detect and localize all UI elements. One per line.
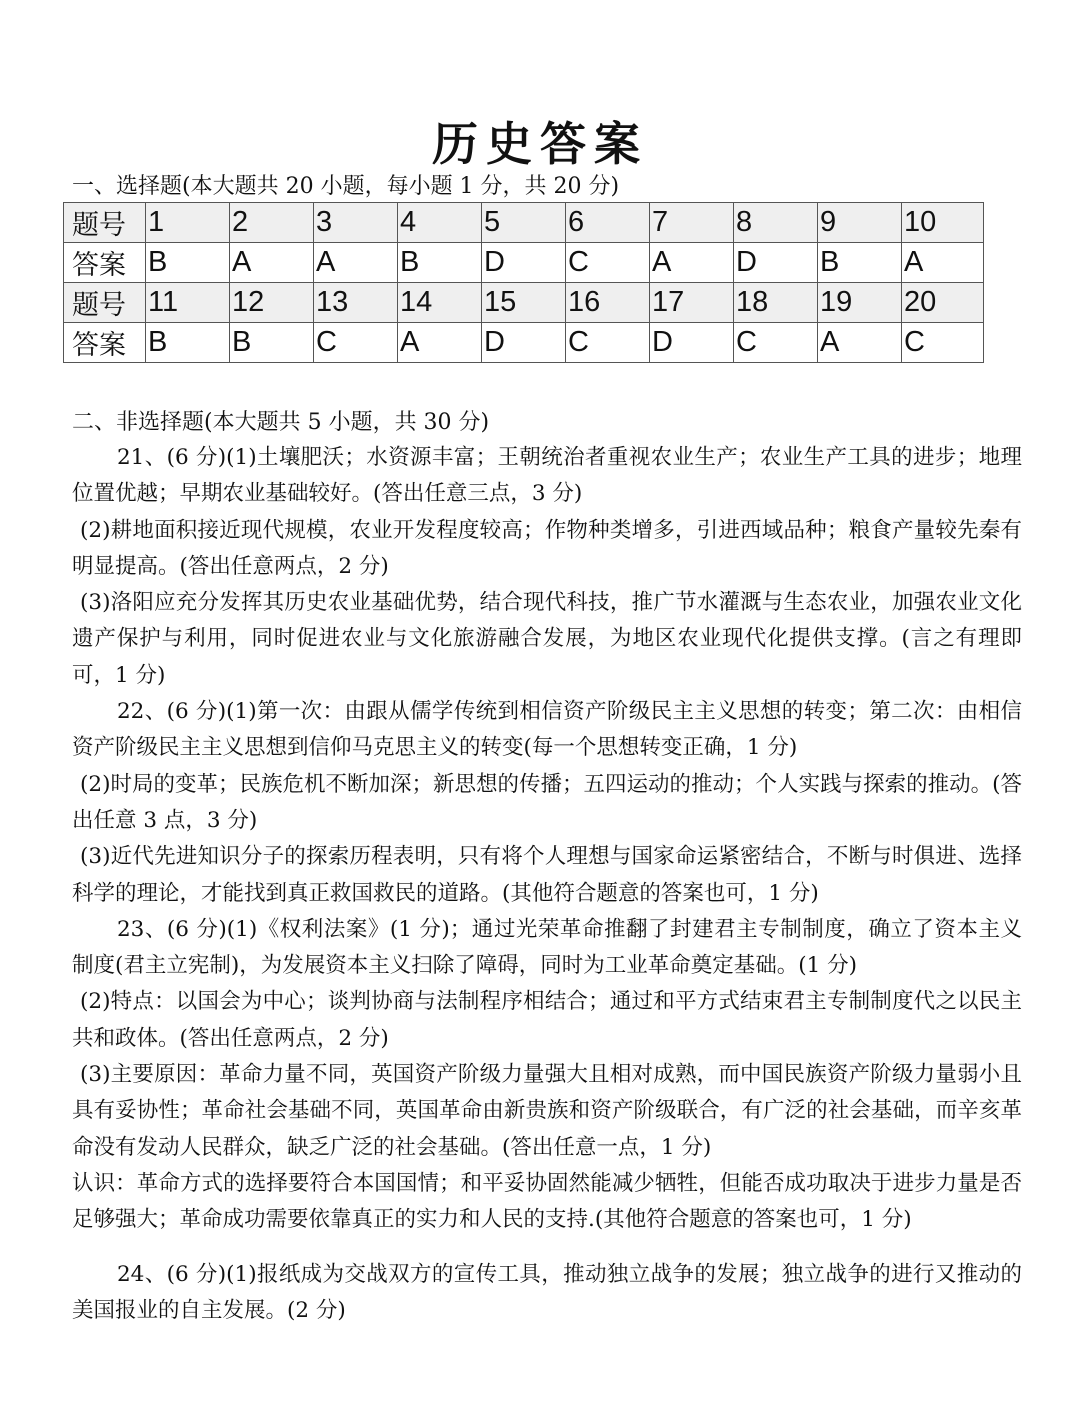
answer-cell: B bbox=[146, 243, 230, 283]
answer-paragraph: 22、(6 分)(1)第一次：由跟从儒学传统到相信资产阶级民主主义思想的转变；第二次：由相信资产阶级民主主义思想到信仰马克思主义的转变(每一个思想转变正确，1 分) bbox=[72, 699, 1022, 761]
answer-paragraph: (2)特点：以国会为中心；谈判协商与法制程序相结合；通过和平方式结束君主专制制度代之以民主共和政体。(答出任意两点，2 分) bbox=[72, 989, 1022, 1051]
question-number-cell: 19 bbox=[818, 283, 902, 323]
answer-paragraph: (3)洛阳应充分发挥其历史农业基础优势，结合现代科技，推广节水灌溉与生态农业，加强农业文化遗产保护与利用，同时促进农业与文化旅游融合发展，为地区农业现代化提供支撑。(言之有理即可，1 分) bbox=[72, 590, 1022, 688]
question-number-cell: 6 bbox=[566, 203, 650, 243]
answer-paragraph: (3)主要原因：革命力量不同，英国资产阶级力量强大且相对成熟，而中国民族资产阶级力量弱小且具有妥协性；革命社会基础不同，英国革命由新贵族和资产阶级联合，有广泛的社会基础，而辛亥革命没有发动人民群众，缺乏广泛的社会基础。(答出任意一点，1 分) bbox=[72, 1062, 1022, 1160]
answer-paragraph: 21、(6 分)(1)土壤肥沃；水资源丰富；王朝统治者重视农业生产；农业生产工具的进步；地理位置优越；早期农业基础较好。(答出任意三点，3 分) bbox=[72, 445, 1022, 507]
row-label-answer: 答案 bbox=[64, 323, 146, 363]
question-number-cell: 12 bbox=[230, 283, 314, 323]
section2-heading: 二、非选择题(本大题共 5 小题，共 30 分) bbox=[72, 410, 490, 435]
answer-cell: A bbox=[314, 243, 398, 283]
answer-cell: B bbox=[818, 243, 902, 283]
answer-cell: D bbox=[650, 323, 734, 363]
answer-cell: A bbox=[650, 243, 734, 283]
answer-cell: D bbox=[734, 243, 818, 283]
answer-body bbox=[72, 440, 1022, 1329]
question-number-cell: 16 bbox=[566, 283, 650, 323]
answer-cell: C bbox=[566, 323, 650, 363]
answer-cell: C bbox=[902, 323, 984, 363]
table-row bbox=[64, 323, 984, 363]
answer-paragraph: 24、(6 分)(1)报纸成为交战双方的宣传工具，推动独立战争的发展；独立战争的进行又推动的美国报业的自主发展。(2 分) bbox=[72, 1261, 1022, 1323]
answer-paragraph: (2)耕地面积接近现代规模，农业开发程度较高；作物种类增多，引进西域品种；粮食产量较先秦有明显提高。(答出任意两点，2 分) bbox=[72, 517, 1022, 579]
section1-heading: 一、选择题(本大题共 20 小题，每小题 1 分，共 20 分) bbox=[72, 174, 620, 199]
answer-paragraph: 23、(6 分)(1)《权利法案》(1 分)；通过光荣革命推翻了封建君主专制制度，确立了资本主义制度(君主立宪制)，为发展资本主义扫除了障碍，同时为工业革命奠定基础。(1 分) bbox=[72, 916, 1022, 979]
question-number-cell: 15 bbox=[482, 283, 566, 323]
answer-cell: D bbox=[482, 323, 566, 363]
question-number-cell: 9 bbox=[818, 203, 902, 243]
answer-cell: B bbox=[230, 323, 314, 363]
table-row bbox=[64, 203, 984, 243]
answer-cell: A bbox=[230, 243, 314, 283]
answer-paragraph: (3)近代先进知识分子的探索历程表明，只有将个人理想与国家命运紧密结合，不断与时俱进、选择科学的理论，才能找到真正救国救民的道路。(其他符合题意的答案也可，1 分) bbox=[72, 844, 1022, 906]
question-number-cell: 11 bbox=[146, 283, 230, 323]
question-number-cell: 2 bbox=[230, 203, 314, 243]
question-number-cell: 20 bbox=[902, 283, 984, 323]
page-title: 历史答案 bbox=[432, 117, 648, 171]
answer-cell: B bbox=[146, 323, 230, 363]
answer-cell: D bbox=[482, 243, 566, 283]
row-label-question: 题号 bbox=[64, 203, 146, 243]
question-number-cell: 18 bbox=[734, 283, 818, 323]
question-number-cell: 4 bbox=[398, 203, 482, 243]
question-number-cell: 13 bbox=[314, 283, 398, 323]
answer-paragraph: (2)时局的变革；民族危机不断加深；新思想的传播；五四运动的推动；个人实践与探索的推动。(答出任意 3 点，3 分) bbox=[72, 771, 1022, 833]
row-label-answer: 答案 bbox=[64, 243, 146, 283]
question-number-cell: 3 bbox=[314, 203, 398, 243]
question-number-cell: 8 bbox=[734, 203, 818, 243]
answer-cell: C bbox=[566, 243, 650, 283]
answer-cell: A bbox=[818, 323, 902, 363]
question-number-cell: 10 bbox=[902, 203, 984, 243]
table-row bbox=[64, 243, 984, 283]
question-number-cell: 17 bbox=[650, 283, 734, 323]
answer-table bbox=[63, 202, 984, 363]
answer-cell: A bbox=[398, 323, 482, 363]
answer-cell: C bbox=[734, 323, 818, 363]
answer-cell: C bbox=[314, 323, 398, 363]
answer-cell: B bbox=[398, 243, 482, 283]
answer-cell: A bbox=[902, 243, 984, 283]
answer-paragraph: 认识：革命方式的选择要符合本国国情；和平妥协固然能减少牺牲，但能否成功取决于进步力量是否足够强大；革命成功需要依靠真正的实力和人民的支持.(其他符合题意的答案也可，1 分) bbox=[72, 1170, 1022, 1233]
question-number-cell: 5 bbox=[482, 203, 566, 243]
question-number-cell: 14 bbox=[398, 283, 482, 323]
row-label-question: 题号 bbox=[64, 283, 146, 323]
question-number-cell: 7 bbox=[650, 203, 734, 243]
table-row bbox=[64, 283, 984, 323]
question-number-cell: 1 bbox=[146, 203, 230, 243]
